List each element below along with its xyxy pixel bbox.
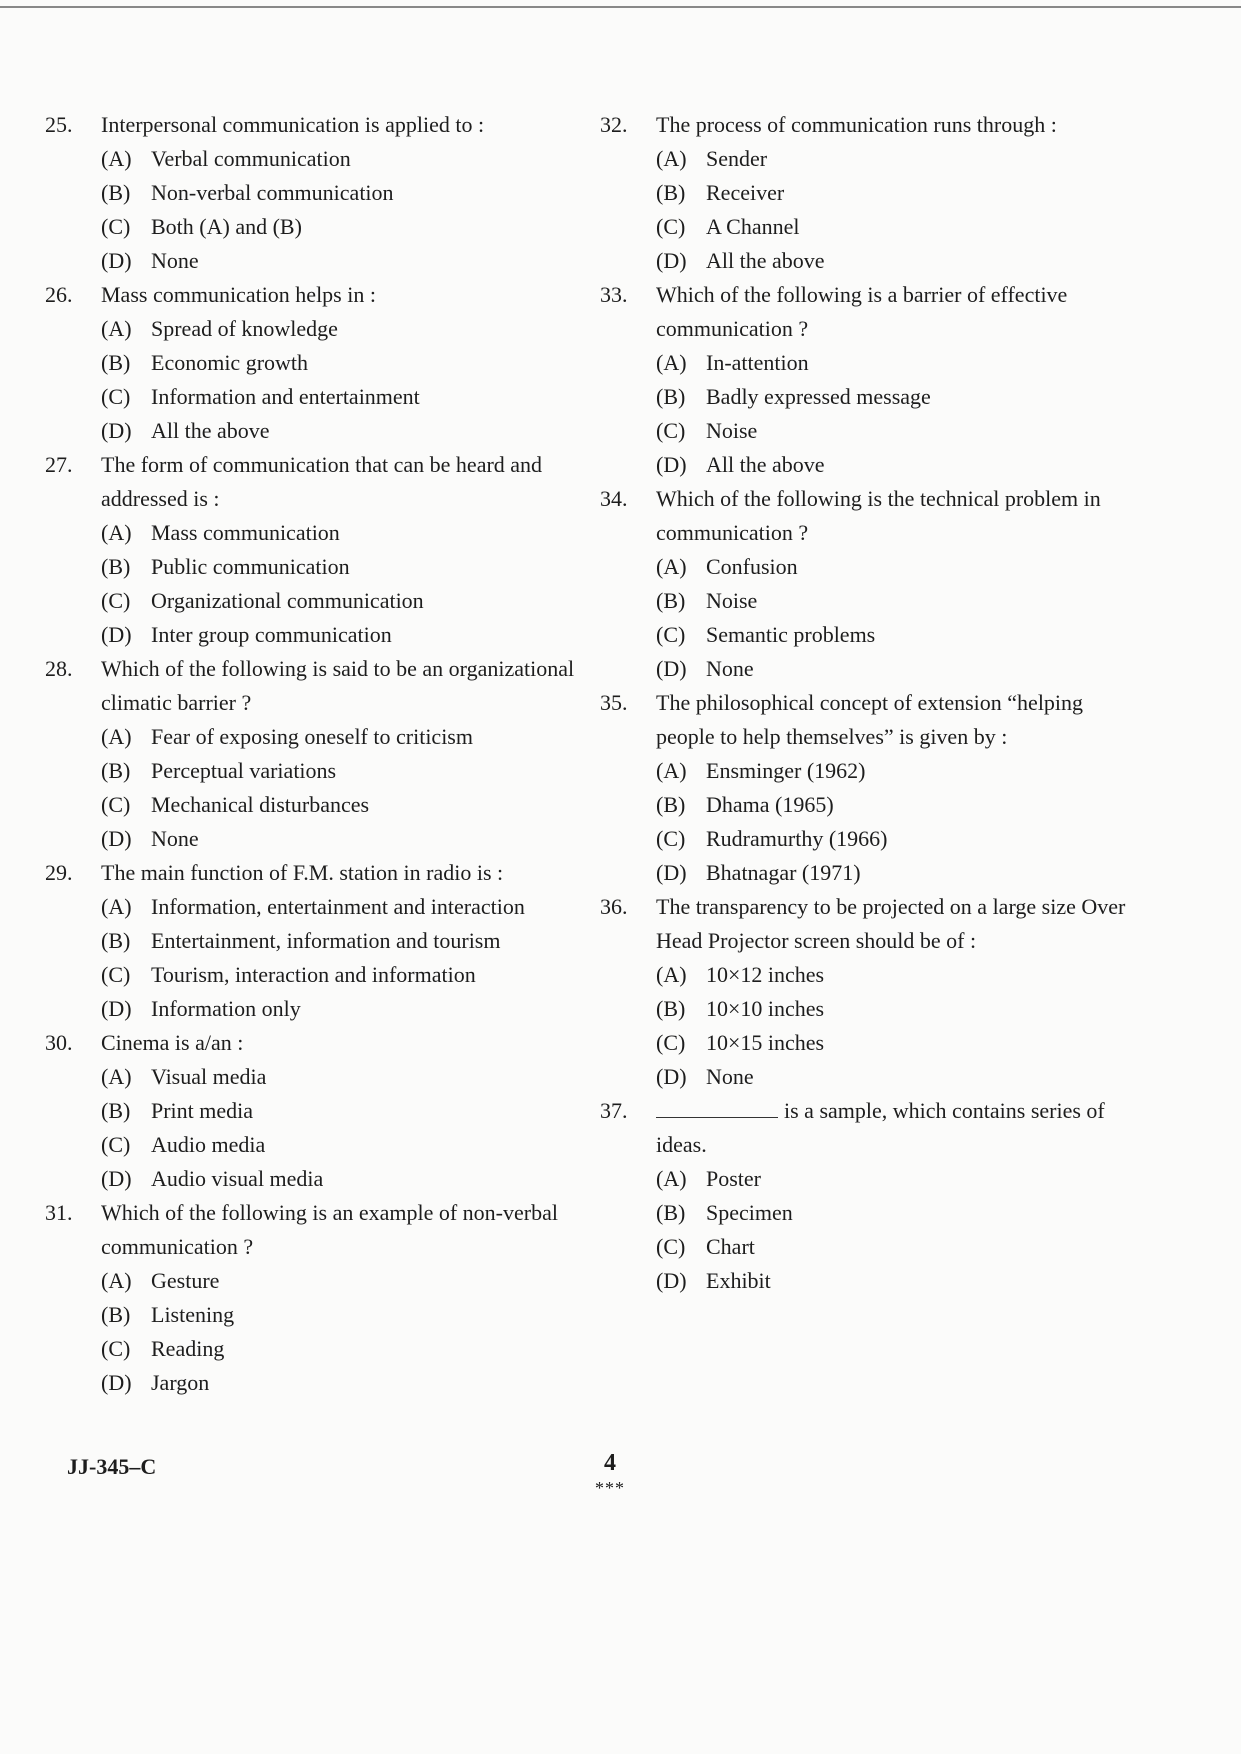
option-text: Bhatnagar (1971) [706, 860, 861, 885]
question-number: 29. [45, 860, 73, 885]
option-label: (D) [656, 248, 687, 273]
question-text-content: Which of the following is a barrier of effective communication ? [656, 282, 1068, 341]
option [656, 550, 1145, 584]
question-text [656, 482, 1145, 550]
option-label: (A) [101, 520, 132, 545]
question-body [101, 652, 605, 856]
option-text: Confusion [706, 554, 798, 579]
option [101, 958, 605, 992]
option-text: Ensminger (1962) [706, 758, 866, 783]
option [101, 924, 605, 958]
option-text: 10×12 inches [706, 962, 825, 987]
option [101, 1060, 605, 1094]
option-label: (B) [101, 180, 131, 205]
option [101, 244, 605, 278]
question-text [101, 1026, 605, 1060]
option [101, 210, 605, 244]
option-label: (C) [101, 1336, 131, 1361]
option [101, 346, 605, 380]
question-28 [45, 652, 605, 856]
option-label: (C) [656, 214, 686, 239]
option [101, 414, 605, 448]
option [101, 312, 605, 346]
option [101, 1162, 605, 1196]
option-text: Fear of exposing oneself to criticism [151, 724, 473, 749]
option-label: (A) [101, 1268, 132, 1293]
option-label: (C) [101, 962, 131, 987]
option [656, 448, 1145, 482]
question-number: 34. [600, 486, 628, 511]
option [656, 958, 1145, 992]
paper-code: JJ-345–C [67, 1454, 157, 1479]
question-number: 27. [45, 452, 73, 477]
question-text-content: The process of communication runs through : [656, 112, 1057, 137]
option-label: (D) [656, 1268, 687, 1293]
option-label: (A) [101, 724, 132, 749]
question-number: 31. [45, 1200, 73, 1225]
option-label: (C) [656, 418, 686, 443]
question-text-content: is a sample, which contains series of ideas. [656, 1098, 1105, 1157]
question-text [101, 1196, 605, 1264]
option-label: (D) [656, 1064, 687, 1089]
question-body [101, 856, 605, 1026]
option-text: Audio visual media [151, 1166, 324, 1191]
option-text: All the above [706, 248, 825, 273]
option [101, 550, 605, 584]
option-label: (B) [656, 792, 686, 817]
option-text: Exhibit [706, 1268, 771, 1293]
option-label: (C) [101, 792, 131, 817]
question-text-content: The philosophical concept of extension “helping people to help themselves” is given by : [656, 690, 1084, 749]
question-body [656, 686, 1145, 890]
option-text: None [151, 826, 199, 851]
option-text: Specimen [706, 1200, 793, 1225]
option [656, 1264, 1145, 1298]
option [101, 618, 605, 652]
option-text: Dhama (1965) [706, 792, 834, 817]
option-text: Mass communication [151, 520, 340, 545]
end-stars: *** [595, 1478, 625, 1498]
option-label: (B) [656, 1200, 686, 1225]
option [656, 380, 1145, 414]
option-label: (B) [656, 996, 686, 1021]
option-label: (D) [656, 656, 687, 681]
option-label: (A) [656, 554, 687, 579]
option [101, 788, 605, 822]
question-30 [45, 1026, 605, 1196]
option-text: Gesture [151, 1268, 220, 1293]
option-text: Verbal communication [151, 146, 351, 171]
question-37 [600, 1094, 1145, 1298]
option-label: (B) [101, 758, 131, 783]
question-text [656, 890, 1145, 958]
option-text: Both (A) and (B) [151, 214, 302, 239]
option-text: None [151, 248, 199, 273]
question-33 [600, 278, 1145, 482]
question-text-content: Cinema is a/an : [101, 1030, 244, 1055]
option-text: Mechanical disturbances [151, 792, 370, 817]
question-text-content: The form of communication that can be heard and addressed is : [101, 452, 543, 511]
option-text: In-attention [706, 350, 809, 375]
option-label: (A) [656, 758, 687, 783]
question-body [101, 108, 605, 278]
question-text [101, 652, 605, 720]
option-label: (D) [101, 996, 132, 1021]
option-text: All the above [151, 418, 270, 443]
question-25 [45, 108, 605, 278]
option-text: Organizational communication [151, 588, 424, 613]
option [101, 1128, 605, 1162]
option-label: (B) [101, 1098, 131, 1123]
option [101, 584, 605, 618]
question-32 [600, 108, 1145, 278]
option-label: (B) [101, 1302, 131, 1327]
option [101, 822, 605, 856]
question-number: 36. [600, 894, 628, 919]
option-text: Economic growth [151, 350, 309, 375]
question-text [656, 278, 1145, 346]
option-text: Listening [151, 1302, 235, 1327]
question-29 [45, 856, 605, 1026]
question-text [656, 108, 1145, 142]
option-text: Noise [706, 588, 758, 613]
option [101, 1298, 605, 1332]
option-text: Spread of knowledge [151, 316, 338, 341]
option-text: Information, entertainment and interaction [151, 894, 525, 919]
option-label: (A) [656, 146, 687, 171]
option-label: (C) [656, 1234, 686, 1259]
option [656, 618, 1145, 652]
option-text: Poster [706, 1166, 761, 1191]
option-label: (D) [656, 860, 687, 885]
option-label: (B) [656, 588, 686, 613]
option-label: (C) [656, 622, 686, 647]
question-text [656, 686, 1145, 754]
question-body [656, 278, 1145, 482]
option-label: (A) [101, 1064, 132, 1089]
top-rule [0, 6, 1241, 8]
option-text: Receiver [706, 180, 785, 205]
page-number: 4 [604, 1450, 616, 1476]
option-text: Semantic problems [706, 622, 876, 647]
option [656, 992, 1145, 1026]
option-label: (C) [656, 1030, 686, 1055]
option-label: (A) [656, 350, 687, 375]
option [101, 1094, 605, 1128]
option-text: None [706, 656, 754, 681]
question-text-content: The main function of F.M. station in radio is : [101, 860, 504, 885]
question-text [656, 1094, 1145, 1162]
question-31 [45, 1196, 605, 1400]
option [101, 890, 605, 924]
question-text-content: The transparency to be projected on a large size Over Head Projector screen should be of : [656, 894, 1126, 953]
option-label: (B) [656, 180, 686, 205]
option-label: (D) [101, 622, 132, 647]
option [656, 754, 1145, 788]
question-number: 37. [600, 1098, 628, 1123]
option [656, 176, 1145, 210]
option [101, 516, 605, 550]
option-text: A Channel [706, 214, 800, 239]
question-body [656, 482, 1145, 686]
option [101, 720, 605, 754]
option [656, 414, 1145, 448]
question-number: 26. [45, 282, 73, 307]
option-text: Audio media [151, 1132, 266, 1157]
question-body [101, 1196, 605, 1400]
question-number: 35. [600, 690, 628, 715]
option-text: Noise [706, 418, 758, 443]
option [656, 1060, 1145, 1094]
option [656, 1026, 1145, 1060]
option [656, 1196, 1145, 1230]
question-text [101, 278, 605, 312]
answer-blank [656, 1097, 778, 1118]
option-label: (C) [101, 588, 131, 613]
option [101, 1264, 605, 1298]
question-body [101, 448, 605, 652]
option-text: Print media [151, 1098, 254, 1123]
question-text-content: Mass communication helps in : [101, 282, 376, 307]
option-text: 10×15 inches [706, 1030, 825, 1055]
right-column [600, 108, 1145, 1298]
option-text: Perceptual variations [151, 758, 337, 783]
option-text: Public communication [151, 554, 350, 579]
option-text: Badly expressed message [706, 384, 931, 409]
option-text: 10×10 inches [706, 996, 825, 1021]
option-text: Non-verbal communication [151, 180, 394, 205]
question-27 [45, 448, 605, 652]
question-number: 33. [600, 282, 628, 307]
option [101, 142, 605, 176]
option-label: (A) [656, 1166, 687, 1191]
option [101, 1332, 605, 1366]
option-text: None [706, 1064, 754, 1089]
question-36 [600, 890, 1145, 1094]
option-text: Entertainment, information and tourism [151, 928, 501, 953]
question-body [101, 1026, 605, 1196]
option-label: (D) [101, 826, 132, 851]
option-label: (B) [101, 554, 131, 579]
option-label: (B) [101, 350, 131, 375]
option-label: (A) [101, 146, 132, 171]
question-text-content: Which of the following is said to be an organizational climatic barrier ? [101, 656, 575, 715]
question-text-content: Which of the following is an example of non-verbal communication ? [101, 1200, 558, 1259]
option-text: Rudramurthy (1966) [706, 826, 888, 851]
option-label: (D) [101, 1370, 132, 1395]
option [656, 210, 1145, 244]
option [656, 244, 1145, 278]
option-text: Visual media [151, 1064, 267, 1089]
question-text [101, 448, 605, 516]
option-text: Information and entertainment [151, 384, 420, 409]
option-label: (B) [656, 384, 686, 409]
question-text [101, 108, 605, 142]
option-text: Reading [151, 1336, 225, 1361]
option-label: (D) [101, 1166, 132, 1191]
option-text: Information only [151, 996, 301, 1021]
option-label: (B) [101, 928, 131, 953]
question-number: 28. [45, 656, 73, 681]
option-label: (A) [101, 316, 132, 341]
question-body [101, 278, 605, 448]
option [101, 380, 605, 414]
option-text: Sender [706, 146, 768, 171]
option-text: Tourism, interaction and information [151, 962, 476, 987]
question-35 [600, 686, 1145, 890]
option [656, 652, 1145, 686]
option [656, 142, 1145, 176]
option [101, 176, 605, 210]
option [656, 1162, 1145, 1196]
option-text: Chart [706, 1234, 755, 1259]
option [101, 1366, 605, 1400]
option [656, 584, 1145, 618]
option [656, 822, 1145, 856]
question-text-content: Which of the following is the technical problem in communication ? [656, 486, 1101, 545]
question-number: 32. [600, 112, 628, 137]
question-number: 25. [45, 112, 73, 137]
left-column [45, 108, 605, 1400]
question-body [656, 890, 1145, 1094]
option-text: Jargon [151, 1370, 210, 1395]
option-label: (C) [101, 1132, 131, 1157]
option-label: (D) [656, 452, 687, 477]
option-label: (D) [101, 418, 132, 443]
question-body [656, 1094, 1145, 1298]
question-26 [45, 278, 605, 448]
question-34 [600, 482, 1145, 686]
option-label: (A) [656, 962, 687, 987]
option [656, 346, 1145, 380]
option-label: (C) [656, 826, 686, 851]
option-text: All the above [706, 452, 825, 477]
option [101, 754, 605, 788]
option-label: (A) [101, 894, 132, 919]
option [101, 992, 605, 1026]
option-text: Inter group communication [151, 622, 392, 647]
option-label: (C) [101, 384, 131, 409]
option-label: (D) [101, 248, 132, 273]
question-text [101, 856, 605, 890]
question-body [656, 108, 1145, 278]
question-text-content: Interpersonal communication is applied to : [101, 112, 485, 137]
option [656, 788, 1145, 822]
question-number: 30. [45, 1030, 73, 1055]
option [656, 856, 1145, 890]
option-label: (C) [101, 214, 131, 239]
option [656, 1230, 1145, 1264]
